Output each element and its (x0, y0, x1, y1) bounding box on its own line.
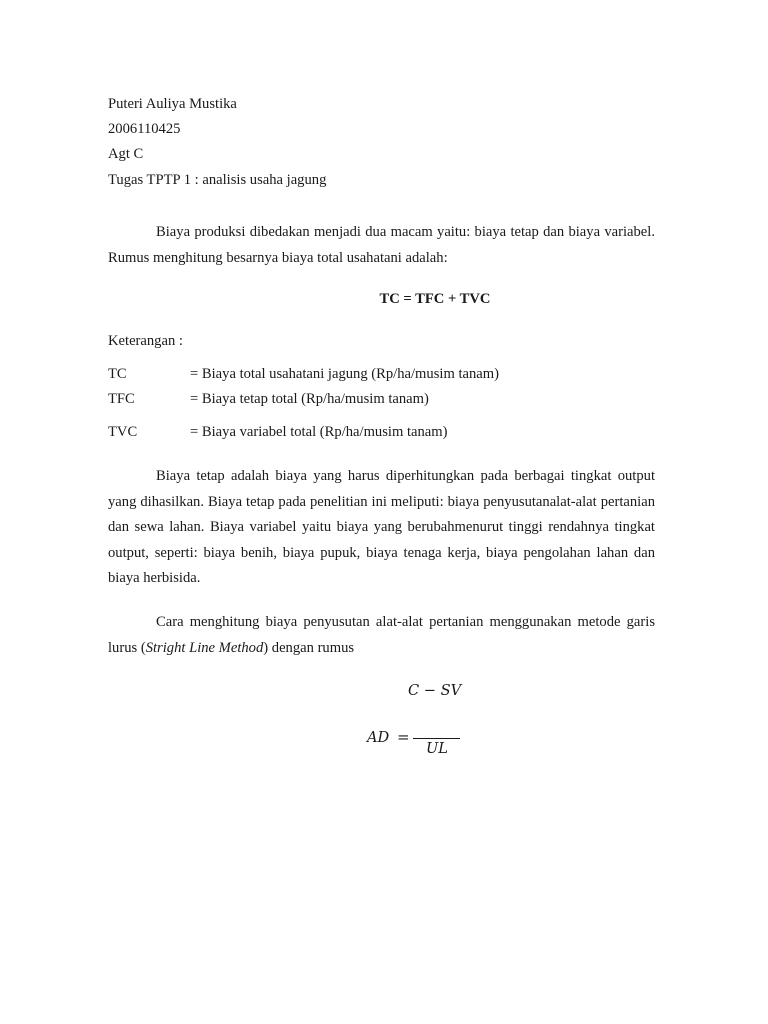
student-id: 2006110425 (108, 121, 181, 137)
formula-numerator: C − SV (408, 682, 462, 699)
definition-term: TC (108, 366, 127, 382)
definition-term: TFC (108, 391, 135, 407)
formula-equals: = (397, 728, 410, 746)
definition-desc: = Biaya total usahatani jagung (Rp/ha/musim tanam) (190, 366, 499, 382)
paragraph-fixed-variable-cost (108, 464, 655, 592)
paragraph-3-text-after: ) dengan rumus (263, 639, 355, 656)
paragraph-depreciation-method (108, 610, 655, 661)
author-name: Puteri Auliya Mustika (108, 96, 237, 112)
formula-denominator: UL (426, 740, 448, 757)
assignment-title: Tugas TPTP 1 : analisis usaha jagung (108, 172, 327, 188)
paragraph-3-text-before: Cara menghitung biaya penyusutan alat-alat pertanian menggunakan metode garis lurus ( (108, 614, 655, 656)
definition-desc: = Biaya variabel total (Rp/ha/musim tanam) (190, 424, 448, 440)
total-cost-formula: TC = TFC + TVC (379, 291, 491, 307)
definition-desc: = Biaya tetap total (Rp/ha/musim tanam) (190, 391, 429, 407)
class-label: Agt C (108, 146, 144, 162)
definition-term: TVC (108, 424, 138, 440)
paragraph-3-method-name: Stright Line Method (145, 639, 264, 656)
paragraph-1-text: Biaya produksi dibedakan menjadi dua macam yaitu: biaya tetap dan biaya variabel. Rumus menghitung besarnya biaya total usahatani adalah: (108, 224, 655, 266)
paragraph-2-text: Biaya tetap adalah biaya yang harus diperhitungkan pada berbagai tingkat output yang dihasilkan. Biaya tetap pada penelitian ini meliputi: biaya penyusutanalat-alat pertanian dan sewa lahan. Biaya variabel yaitu biaya yang berubahmenurut tinggi rendahnya tingkat output, seperti: biaya benih, biaya pupuk, biaya tenaga kerja, biaya pengolahan lahan dan biaya herbisida. (108, 468, 655, 586)
paragraph-production-cost (108, 220, 655, 271)
keterangan-label: Keterangan : (108, 333, 183, 349)
formula-lhs: AD (367, 729, 390, 746)
